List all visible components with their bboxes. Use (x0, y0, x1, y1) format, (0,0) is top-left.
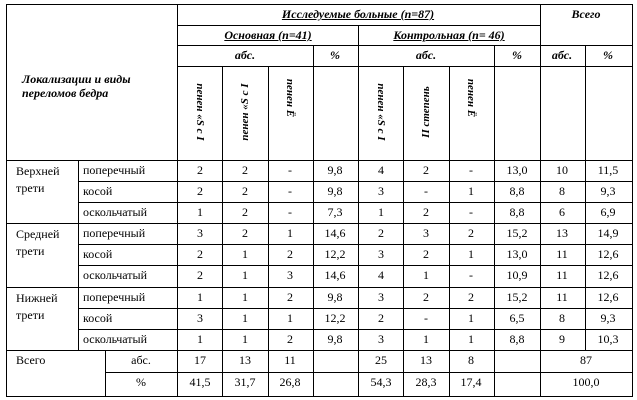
table-cell: 11,5 (597, 163, 619, 177)
table-cell: 13 (556, 226, 568, 240)
fracture-type: косой (83, 311, 113, 325)
table-cell: 1 (287, 311, 293, 325)
table-cell: - (469, 268, 473, 282)
header-main-group: Основная (n=41) (224, 28, 312, 42)
table-cell: 2 (378, 226, 384, 240)
table-cell: 1 (468, 311, 474, 325)
table-cell: 12,2 (324, 247, 346, 261)
subcol-main-2: пенен «S c I (239, 83, 251, 141)
totals-pct-cell: 100,0 (572, 375, 600, 389)
table-cell: 1 (242, 290, 248, 304)
subcol-control-1: пенен «S c I (375, 83, 387, 141)
table-cell: - (424, 184, 428, 198)
totals-pct-cell: 26,8 (279, 375, 301, 389)
table-cell: 2 (423, 290, 429, 304)
table-cell: 2 (197, 268, 203, 282)
totals-abs-cell: 87 (580, 353, 592, 367)
table-cell: 2 (378, 311, 384, 325)
table-cell: 9,3 (600, 184, 616, 198)
table-cell: 1 (423, 268, 429, 282)
table-cell: 1 (242, 311, 248, 325)
header-main-pct: % (330, 48, 340, 62)
table-cell: 9,3 (600, 311, 616, 325)
fracture-type: косой (83, 184, 113, 198)
table-cell: 3 (423, 226, 429, 240)
table-cell: 14,9 (597, 226, 619, 240)
table-cell: 1 (242, 268, 248, 282)
table-cell: 11 (556, 247, 568, 261)
table-cell: 6,5 (509, 311, 525, 325)
table-cell: - (469, 205, 473, 219)
table-cell: 9,8 (327, 332, 343, 346)
totals-pct-cell: 41,5 (189, 375, 211, 389)
table-cell: 9,8 (327, 290, 343, 304)
region-label: Средней трети (16, 227, 60, 258)
table-cell: 8 (559, 311, 565, 325)
table-cell: 3 (378, 290, 384, 304)
header-row-label: Локализации и виды переломов бедра (22, 72, 131, 100)
table-cell: 2 (287, 290, 293, 304)
table-cell: 3 (378, 332, 384, 346)
table-cell: 13,0 (506, 163, 528, 177)
fracture-type: поперечный (83, 226, 146, 240)
header-control-abs: абс. (415, 48, 437, 62)
header-control-pct: % (512, 48, 522, 62)
fracture-type: косой (83, 247, 113, 261)
table-cell: 15,2 (506, 226, 528, 240)
table-cell: - (288, 205, 292, 219)
table-cell: 13,0 (506, 247, 528, 261)
subcol-control-2: II степень (420, 86, 432, 138)
table-cell: 1 (242, 247, 248, 261)
totals-abs-cell: 8 (468, 353, 474, 367)
table-cell: 14,6 (324, 268, 346, 282)
table-cell: 6 (559, 205, 565, 219)
table-cell: 11 (556, 290, 568, 304)
table-cell: 10,3 (597, 332, 619, 346)
table-cell: 1 (197, 290, 203, 304)
table-cell: 7,3 (327, 205, 343, 219)
table-cell: 2 (468, 226, 474, 240)
subcol-main-3: пенен Ё (284, 78, 296, 118)
totals-abs-cell: 11 (284, 353, 296, 367)
table-cell: 8 (559, 184, 565, 198)
region-label: Нижней трети (16, 291, 58, 322)
table-cell: 11 (556, 268, 568, 282)
totals-abs-cell: 17 (194, 353, 206, 367)
table-cell: 3 (287, 268, 293, 282)
table-cell: 12,2 (324, 311, 346, 325)
totals-abs-cell: 25 (375, 353, 387, 367)
region-label: Верхней трети (16, 164, 60, 195)
table-cell: 2 (423, 247, 429, 261)
table-cell: 4 (378, 163, 384, 177)
table-cell: 10,9 (506, 268, 528, 282)
fracture-type: поперечный (83, 290, 146, 304)
table-cell: - (424, 311, 428, 325)
fracture-type: поперечный (83, 163, 146, 177)
totals-abs-cell: 13 (420, 353, 432, 367)
table-cell: 6,9 (600, 205, 616, 219)
table-cell: 1 (287, 226, 293, 240)
table-cell: 1 (468, 247, 474, 261)
subcol-main-1: пенен «S c I (194, 83, 206, 141)
totals-abs-label: абс. (131, 353, 151, 367)
table-cell: 2 (197, 247, 203, 261)
fracture-type: оскольчатый (83, 205, 148, 219)
totals-abs-cell: 13 (239, 353, 251, 367)
table-cell: 3 (197, 311, 203, 325)
table-cell: 1 (423, 332, 429, 346)
table-cell: 2 (423, 205, 429, 219)
table-cell: 2 (423, 163, 429, 177)
table-cell: 15,2 (506, 290, 528, 304)
table-cell: - (469, 163, 473, 177)
fracture-type: оскольчатый (83, 268, 148, 282)
totals-pct-label: % (136, 375, 146, 389)
table-cell: 2 (197, 184, 203, 198)
table-cell: 3 (378, 184, 384, 198)
table-cell: 2 (242, 184, 248, 198)
header-total-abs: абс. (551, 48, 573, 62)
header-main-abs: абс. (234, 48, 256, 62)
table-cell: 3 (197, 226, 203, 240)
table-cell: 1 (378, 205, 384, 219)
table-cell: 12,6 (597, 247, 619, 261)
fracture-type: оскольчатый (83, 332, 148, 346)
table-cell: 1 (197, 332, 203, 346)
table-cell: 2 (242, 163, 248, 177)
totals-pct-cell: 28,3 (415, 375, 437, 389)
table-cell: 9,8 (327, 184, 343, 198)
table-cell: 1 (197, 205, 203, 219)
table-cell: 2 (197, 163, 203, 177)
table-cell: 2 (468, 290, 474, 304)
table-cell: 2 (287, 332, 293, 346)
table-cell: 9,8 (327, 163, 343, 177)
totals-pct-cell: 31,7 (234, 375, 256, 389)
table-cell: 1 (468, 184, 474, 198)
table-cell: - (288, 184, 292, 198)
header-total-pct: % (603, 48, 613, 62)
subcol-control-3: пенен Ё (465, 78, 477, 118)
totals-pct-cell: 17,4 (460, 375, 482, 389)
header-studied: Исследуемые больные (n=87) (281, 7, 435, 21)
header-total: Всего (571, 7, 601, 21)
table-cell: 8,8 (509, 205, 525, 219)
table-cell: 12,6 (597, 290, 619, 304)
table-cell: 2 (242, 226, 248, 240)
table-cell: 8,8 (509, 332, 525, 346)
table-cell: 2 (287, 247, 293, 261)
table-cell: 1 (242, 332, 248, 346)
totals-pct-cell: 54,3 (370, 375, 392, 389)
table-cell: 12,6 (597, 268, 619, 282)
table-cell: - (288, 163, 292, 177)
table-cell: 8,8 (509, 184, 525, 198)
table-cell: 14,6 (324, 226, 346, 240)
totals-label: Всего (16, 353, 46, 367)
table-cell: 9 (559, 332, 565, 346)
header-control-group: Контрольная (n= 46) (393, 28, 505, 42)
table-cell: 4 (378, 268, 384, 282)
table-cell: 2 (242, 205, 248, 219)
table-cell: 10 (556, 163, 568, 177)
table-cell: 3 (378, 247, 384, 261)
table-cell: 1 (468, 332, 474, 346)
